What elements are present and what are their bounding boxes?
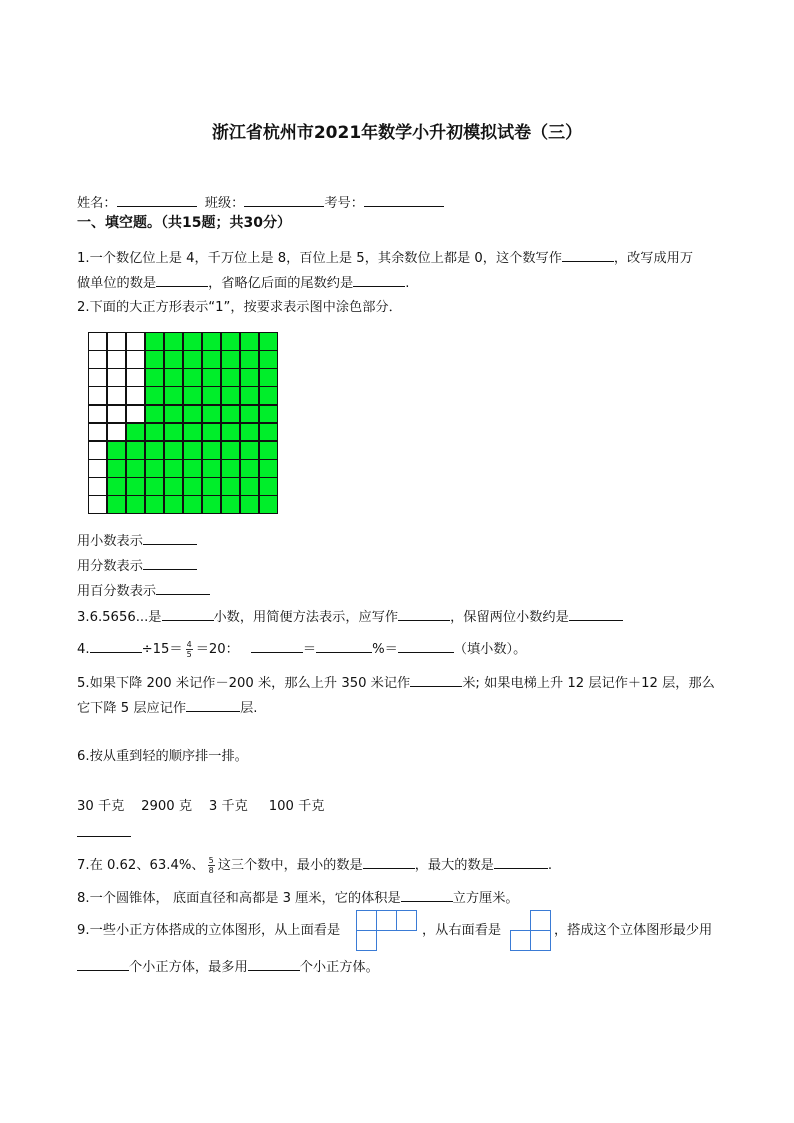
grid-cell <box>127 351 144 368</box>
grid-cell <box>165 369 182 386</box>
question-7-text-b: 这三个数中，最小的数是 <box>217 858 363 873</box>
grid-cell <box>222 424 239 441</box>
grid-cell <box>222 496 239 513</box>
grid-cell <box>146 351 163 368</box>
question-4-text-f: （填小数）。 <box>453 642 527 657</box>
grid-cell <box>89 351 106 368</box>
answer-blank[interactable] <box>162 606 214 621</box>
grid-cell <box>184 406 201 423</box>
top-view-figure <box>356 910 420 952</box>
grid-cell <box>241 369 258 386</box>
grid-cell <box>203 333 220 350</box>
grid-cell <box>127 333 144 350</box>
fraction-numerator: 4 <box>186 639 192 649</box>
answer-blank[interactable] <box>401 887 453 902</box>
question-5-text-b: 米; 如果电梯上升 12 层记作＋12 层，那么 <box>462 676 715 691</box>
answer-blank[interactable] <box>398 638 454 653</box>
grid-cell <box>222 351 239 368</box>
grid-cell <box>89 442 106 459</box>
question-3-text-c: ，保留两位小数约是 <box>450 610 569 625</box>
question-1-text-e: . <box>405 276 410 291</box>
answer-blank[interactable] <box>398 606 450 621</box>
question-8-text-a: 8.一个圆锥体， 底面直径和高都是 3 厘米，它的体积是 <box>77 891 401 906</box>
question-1-text-b: ，改写成用万 <box>613 251 694 266</box>
grid-cell <box>165 424 182 441</box>
answer-blank[interactable] <box>251 638 303 653</box>
question-9-text-d: 个小正方体，最多用 <box>129 960 248 975</box>
class-blank[interactable] <box>244 192 324 207</box>
question-6-text: 6.按从重到轻的顺序排一排。 <box>77 749 248 764</box>
grid-cell <box>146 387 163 404</box>
grid-cell <box>260 369 277 386</box>
grid-cell <box>241 387 258 404</box>
grid-cell <box>222 460 239 477</box>
grid-cell <box>203 351 220 368</box>
question-5-line-2 <box>77 697 257 719</box>
page-title: 浙江省杭州市2021年数学小升初模拟试卷（三） <box>211 123 583 143</box>
question-4-text-c: ＝20： <box>195 642 239 657</box>
question-5-line-1 <box>77 672 715 694</box>
grid-cell <box>241 478 258 495</box>
question-4-text-a: 4. <box>77 642 90 657</box>
question-7-text-d: . <box>547 858 553 873</box>
grid-cell <box>89 424 106 441</box>
name-label: 姓名： <box>77 196 117 211</box>
grid-cell <box>184 442 201 459</box>
question-1-line-2 <box>77 272 409 294</box>
grid-cell <box>222 369 239 386</box>
question-6-items: 30 千克 2900 克 3 千克 100 千克 <box>77 799 325 814</box>
grid-cell <box>89 460 106 477</box>
class-label: 班级： <box>204 196 245 211</box>
grid-cell <box>146 406 163 423</box>
grid-cell <box>222 442 239 459</box>
grid-cell <box>146 478 163 495</box>
grid-cell <box>108 478 125 495</box>
grid-cell <box>146 369 163 386</box>
grid-cell <box>203 406 220 423</box>
answer-blank[interactable] <box>90 638 142 653</box>
grid-cell <box>127 424 144 441</box>
grid-cell <box>184 460 201 477</box>
grid-cell <box>184 387 201 404</box>
grid-cell <box>203 460 220 477</box>
grid-cell <box>241 442 258 459</box>
answer-blank[interactable] <box>562 247 614 262</box>
grid-cell <box>260 424 277 441</box>
grid-cell <box>241 496 258 513</box>
answer-blank[interactable] <box>363 854 415 869</box>
grid-cell <box>127 387 144 404</box>
grid-cell <box>108 387 125 404</box>
answer-blank[interactable] <box>156 580 210 595</box>
grid-cell <box>165 496 182 513</box>
grid-cell <box>241 406 258 423</box>
question-5-text-d: 层. <box>240 701 258 716</box>
grid-cell <box>203 424 220 441</box>
question-1-text-a: 1.一个数亿位上是 4，千万位上是 8，百位上是 5，其余数位上都是 0，这个数写作 <box>77 251 562 266</box>
answer-blank[interactable] <box>353 272 405 287</box>
answer-blank[interactable] <box>156 272 208 287</box>
grid-cell <box>241 424 258 441</box>
grid-cell <box>108 406 125 423</box>
top-view-cell <box>396 910 417 931</box>
question-9-line-2 <box>77 956 379 978</box>
right-view-figure <box>510 910 554 952</box>
top-view-cell <box>376 910 397 931</box>
fraction-label: 用分数表示 <box>77 559 143 574</box>
fraction-answer-line <box>77 555 197 577</box>
question-3 <box>77 606 623 628</box>
fraction-denominator: 8 <box>208 865 214 875</box>
question-3-text-a: 3.6.5656...是 <box>77 610 162 625</box>
answer-blank[interactable] <box>494 854 548 869</box>
grid-cell <box>222 478 239 495</box>
grid-cell <box>89 333 106 350</box>
number-blank[interactable] <box>364 192 444 207</box>
grid-cell <box>260 442 277 459</box>
grid-cell <box>127 369 144 386</box>
question-4-text-b: ÷15＝ <box>141 642 183 657</box>
question-4-text-e: %＝ <box>372 642 398 657</box>
grid-cell <box>184 496 201 513</box>
question-7 <box>77 854 552 876</box>
decimal-answer-line <box>77 530 197 552</box>
question-5-text-c: 它下降 5 层应记作 <box>77 701 187 716</box>
grid-cell <box>241 333 258 350</box>
question-1-text-c: 做单位的数是 <box>77 276 157 291</box>
question-2-text: 2.下面的大正方形表示“1”，按要求表示图中涂色部分． <box>77 300 402 315</box>
grid-cell <box>241 351 258 368</box>
grid-cell <box>184 333 201 350</box>
grid-cell <box>184 424 201 441</box>
question-5-text-a: 5.如果下降 200 米记作－200 米，那么上升 350 米记作 <box>77 676 411 691</box>
answer-blank[interactable] <box>316 638 372 653</box>
grid-cell <box>203 369 220 386</box>
grid-cell <box>222 387 239 404</box>
grid-cell <box>108 496 125 513</box>
grid-cell <box>108 369 125 386</box>
grid-cell <box>260 496 277 513</box>
grid-cell <box>241 460 258 477</box>
grid-cell <box>146 496 163 513</box>
answer-blank[interactable] <box>77 956 129 971</box>
grid-cell <box>260 387 277 404</box>
percent-label: 用百分数表示 <box>77 584 157 599</box>
grid-cell <box>184 478 201 495</box>
fraction-denominator: 5 <box>186 649 192 659</box>
answer-blank[interactable] <box>143 555 197 570</box>
answer-blank[interactable] <box>248 956 300 971</box>
grid-cell <box>184 369 201 386</box>
grid-cell <box>184 351 201 368</box>
decimal-label: 用小数表示 <box>77 534 143 549</box>
grid-cell <box>260 478 277 495</box>
grid-cell <box>146 442 163 459</box>
top-view-cell <box>356 930 377 951</box>
answer-blank[interactable] <box>77 836 131 837</box>
grid-cell <box>108 424 125 441</box>
grid-cell <box>165 478 182 495</box>
right-view-cell <box>530 930 551 951</box>
question-9-line-1-b: ，从右面看是 <box>422 923 502 938</box>
fraction-five-eighths <box>208 856 215 875</box>
question-7-text-a: 7.在 0.62、63.4%、 <box>77 858 205 873</box>
grid-cell <box>108 333 125 350</box>
grid-cell <box>89 369 106 386</box>
answer-blank[interactable] <box>143 530 197 545</box>
grid-cell <box>165 406 182 423</box>
grid-cell <box>222 406 239 423</box>
grid-cell <box>89 406 106 423</box>
question-8 <box>77 887 519 909</box>
grid-cell <box>146 424 163 441</box>
question-3-text-b: 小数，用简便方法表示，应写作 <box>213 610 399 625</box>
grid-cell <box>89 496 106 513</box>
grid-cell <box>165 387 182 404</box>
grid-cell <box>203 442 220 459</box>
grid-cell <box>165 460 182 477</box>
percent-answer-line <box>77 580 210 602</box>
right-view-cell <box>510 930 531 951</box>
name-blank[interactable] <box>117 192 197 207</box>
grid-cell <box>165 351 182 368</box>
grid-cell <box>203 496 220 513</box>
fraction-four-fifths <box>186 640 193 659</box>
question-1-line-1 <box>77 247 693 269</box>
right-view-cell <box>530 910 551 931</box>
grid-cell <box>127 496 144 513</box>
question-8-text-b: 立方厘米。 <box>452 891 519 906</box>
grid-cell <box>127 460 144 477</box>
fraction-numerator: 5 <box>208 855 214 865</box>
grid-cell <box>89 387 106 404</box>
grid-cell <box>165 333 182 350</box>
grid-cell <box>108 442 125 459</box>
grid-cell <box>222 333 239 350</box>
grid-cell <box>203 478 220 495</box>
answer-blank[interactable] <box>186 697 240 712</box>
question-4-text-d: ＝ <box>302 642 317 657</box>
grid-cell <box>165 442 182 459</box>
number-label: 考号： <box>324 196 364 211</box>
grid-cell <box>127 478 144 495</box>
grid-cell <box>260 460 277 477</box>
grid-cell <box>127 442 144 459</box>
grid-cell <box>260 406 277 423</box>
student-info-line <box>77 192 444 214</box>
grid-cell <box>203 387 220 404</box>
grid-cell <box>89 478 106 495</box>
question-9-text-e: 个小正方体。 <box>299 960 379 975</box>
answer-blank[interactable] <box>410 672 462 687</box>
grid-cell <box>260 333 277 350</box>
question-9-line-1-c: ，搭成这个立体图形最少用 <box>554 923 713 938</box>
grid-cell <box>146 333 163 350</box>
answer-blank[interactable] <box>569 606 623 621</box>
grid-cell <box>146 460 163 477</box>
grid-cell <box>260 351 277 368</box>
grid-cell <box>108 460 125 477</box>
question-1-text-d: ，省略亿后面的尾数约是 <box>208 276 354 291</box>
hundred-square-grid <box>88 332 278 514</box>
grid-cell <box>108 351 125 368</box>
question-7-text-c: ，最大的数是 <box>414 858 494 873</box>
question-9-line-1-a: 9.一些小正方体搭成的立体图形，从上面看是 <box>77 923 341 938</box>
top-view-cell <box>356 910 377 931</box>
question-4 <box>77 638 526 660</box>
section-heading: 一、填空题。（共15题；共30分） <box>77 215 291 231</box>
grid-cell <box>127 406 144 423</box>
